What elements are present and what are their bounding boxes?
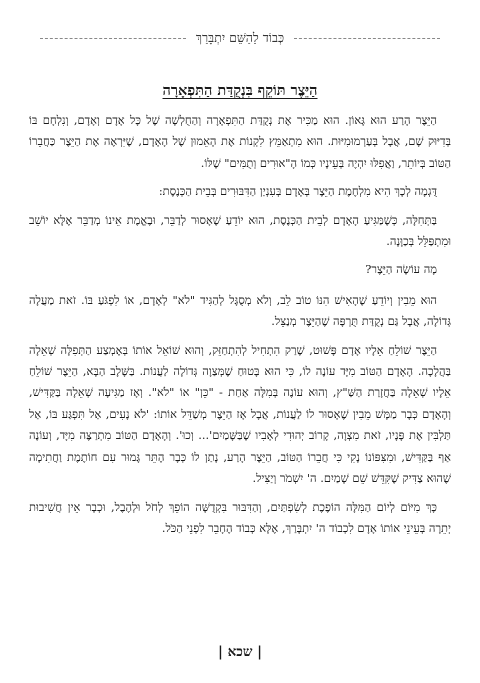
paragraph: הַיֵּצֶר שׁוֹלֵחַ אֵלָיו אָדָם פָּשׁוּט, שֶׁרַק הִתְחִיל לְהִתְחַזֵּק, וְהוּא שׁוֹאֵל אוֹתוֹ בְּאֶמְצַע הַתְּפִלָּה שְׁאֵלָה בַּהֲלָכָה. הָאָדָם הַטּוֹב מִיָּד עוֹנֶה לוֹ, כִּי הוּא בָּטוּחַ שֶׁמְּצַוָה גְּדוֹלָה לַעֲנוֹת. בַּשָּׁלָב הַבָּא, הַיֵּצֶר שׁוֹלֵחַ אֵלָיו שְׁאֵלָה בַּחֲזָרַת הַשַּׁ"ץ, וְהוּא עוֹנֶה בְּמִלָּה אַחַת - "כֵּן" אוֹ "לֹא". וְאָז מַגִּיעָה שְׁאֵלָה בַּקַּדִּישׁ, וְהָאָדָם כְּבָר מַמָּשׁ מֵבִין שֶׁאָסוּר לוֹ לַעֲנוֹת, אֲבָל אָז הַיֵּצֶר מְשַׁדֵּל אוֹתוֹ: 'לֹא נָעִים, אַל תִּפְגַּע בּוֹ, אַל תַּלְבִּין אֶת פָּנָיו, זֹאת מִצְוָה, קָרוֹב יְהוּדִי לְאָבִיו שֶׁבַּשָּׁמַיִם'... וְכוּ'. וְהָאָדָם הַטּוֹב מִתְרַצֶּה מִיָּד, וְעוֹנֶה אַף בַּקַּדִּישׁ, וּמִצִּפּוֹנוֹ נָקִי כִּי חֲבֵרוֹ הַטּוֹב, הַיֵּצֶר הָרַע, נָתַן לוֹ כְּבָר הֶתֵּר גָּמוּר עִם חוֹתֶמֶת וַחֲתִימָה שֶׁהוּא צַדִּיק שֶׁקִּדֵּשׁ שֵׁם שָׁמַיִם. ה' יִשְׁמֹר וְיַצִּיל. — [29, 342, 451, 486]
running-title: כְּבוֹד לַהַשֵּׁם יִתְבָּרַךְ — [195, 30, 285, 45]
paragraph: דֻּגְמָה לְכָךְ הִיא מִלְחֶמֶת הַיֵּצֶר בְּאָדָם בְּעִנְיַן הַדִּבּוּרִים בְּבֵית הַכְּנֶסֶת: — [158, 184, 437, 199]
header-rule-left — [294, 38, 440, 39]
paragraph-question: מָה עוֹשֶׂה הַיֵּצֶר? — [365, 262, 437, 277]
paragraph: בַּתְּחִלָּה, כְּשֶׁמַּגִּיעַ הָאָדָם לְבֵית הַכְּנֶסֶת, הוּא יוֹדֵעַ שֶׁאָסוּר לְדַבֵּר, וּבֶאֱמֶת אֵינוֹ מְדַבֵּר אֶלָּא יוֹשֵׁב וּמִתְפַּלֵּל בְּכַוָּנָה. — [29, 212, 451, 249]
paragraph: הוּא מֵבִין וְיוֹדֵעַ שֶׁהָאִישׁ הִנּוֹ טוֹב לֵב, וְלֹא מְסֻגָּל לְהַגִּיד "לֹא" לְאָדָם, אוֹ לִפְגֹּעַ בּוֹ. זֹאת מַעֲלָה גְּדוֹלָה, אֲבָל גַּם נְקֻדַּת תֻּרְפָּה שֶׁהַיֵּצֶר מְנַצֵּל. — [29, 292, 451, 329]
body-text — [29, 110, 451, 546]
paragraph: הַיֵּצֶר הָרַע הוּא גָּאוֹן. הוּא מַכִּיר אֶת נְקֻדַּת הַתִּפְאָרָה וְהַחֻלְשָׁה שֶׁל כָּל אָדָם וְאָדָם, וְנִלְחָם בּוֹ בְּדִיּוּק שָׁם, אֲבָל בְּעַרְמוּמִיּוּת. הוּא מִתְאַמֵּץ לִקְנוֹת אֶת הָאֵמוּן שֶׁל הָאָדָם, שֶׁיִּרְאֶה אֶת הַיֵּצֶר כַּחֲבֵרוֹ הַטּוֹב בְּיוֹתֵר, וַאֲפִלּוּ יִהְיֶה בְּעֵינָיו כְּמוֹ הָ"אוּרִים וְתֻמִּים" שֶׁלּוֹ. — [29, 113, 451, 170]
paragraph: כָּךְ מִיּוֹם לְיוֹם הַמִּלָּה הוֹפֶכֶת לְשִׂפְתַּיִם, וְהַדִּבּוּר בִּקְדֻשָּׁה הוֹפֵךְ לְחֹל וּלְהֶבֶל, וּכְבָר אֵין חֲשִׁיבוּת יְתֵרָה בְּעֵינֵי אוֹתוֹ אָדָם לִכְבוֹד ה' יִתְבָּרַךְ, אֶלָּא כְּבוֹד הֶחָבֵר לִפְנֵי הַכֹּל. — [29, 499, 451, 535]
page-number: | שכא | — [217, 644, 263, 660]
section-title: הַיֵּצֶר תּוֹקֵף בִּנְקֻדַּת הַתִּפְאָרָה — [162, 82, 318, 99]
running-header — [40, 30, 440, 46]
header-rule-right — [40, 38, 186, 39]
